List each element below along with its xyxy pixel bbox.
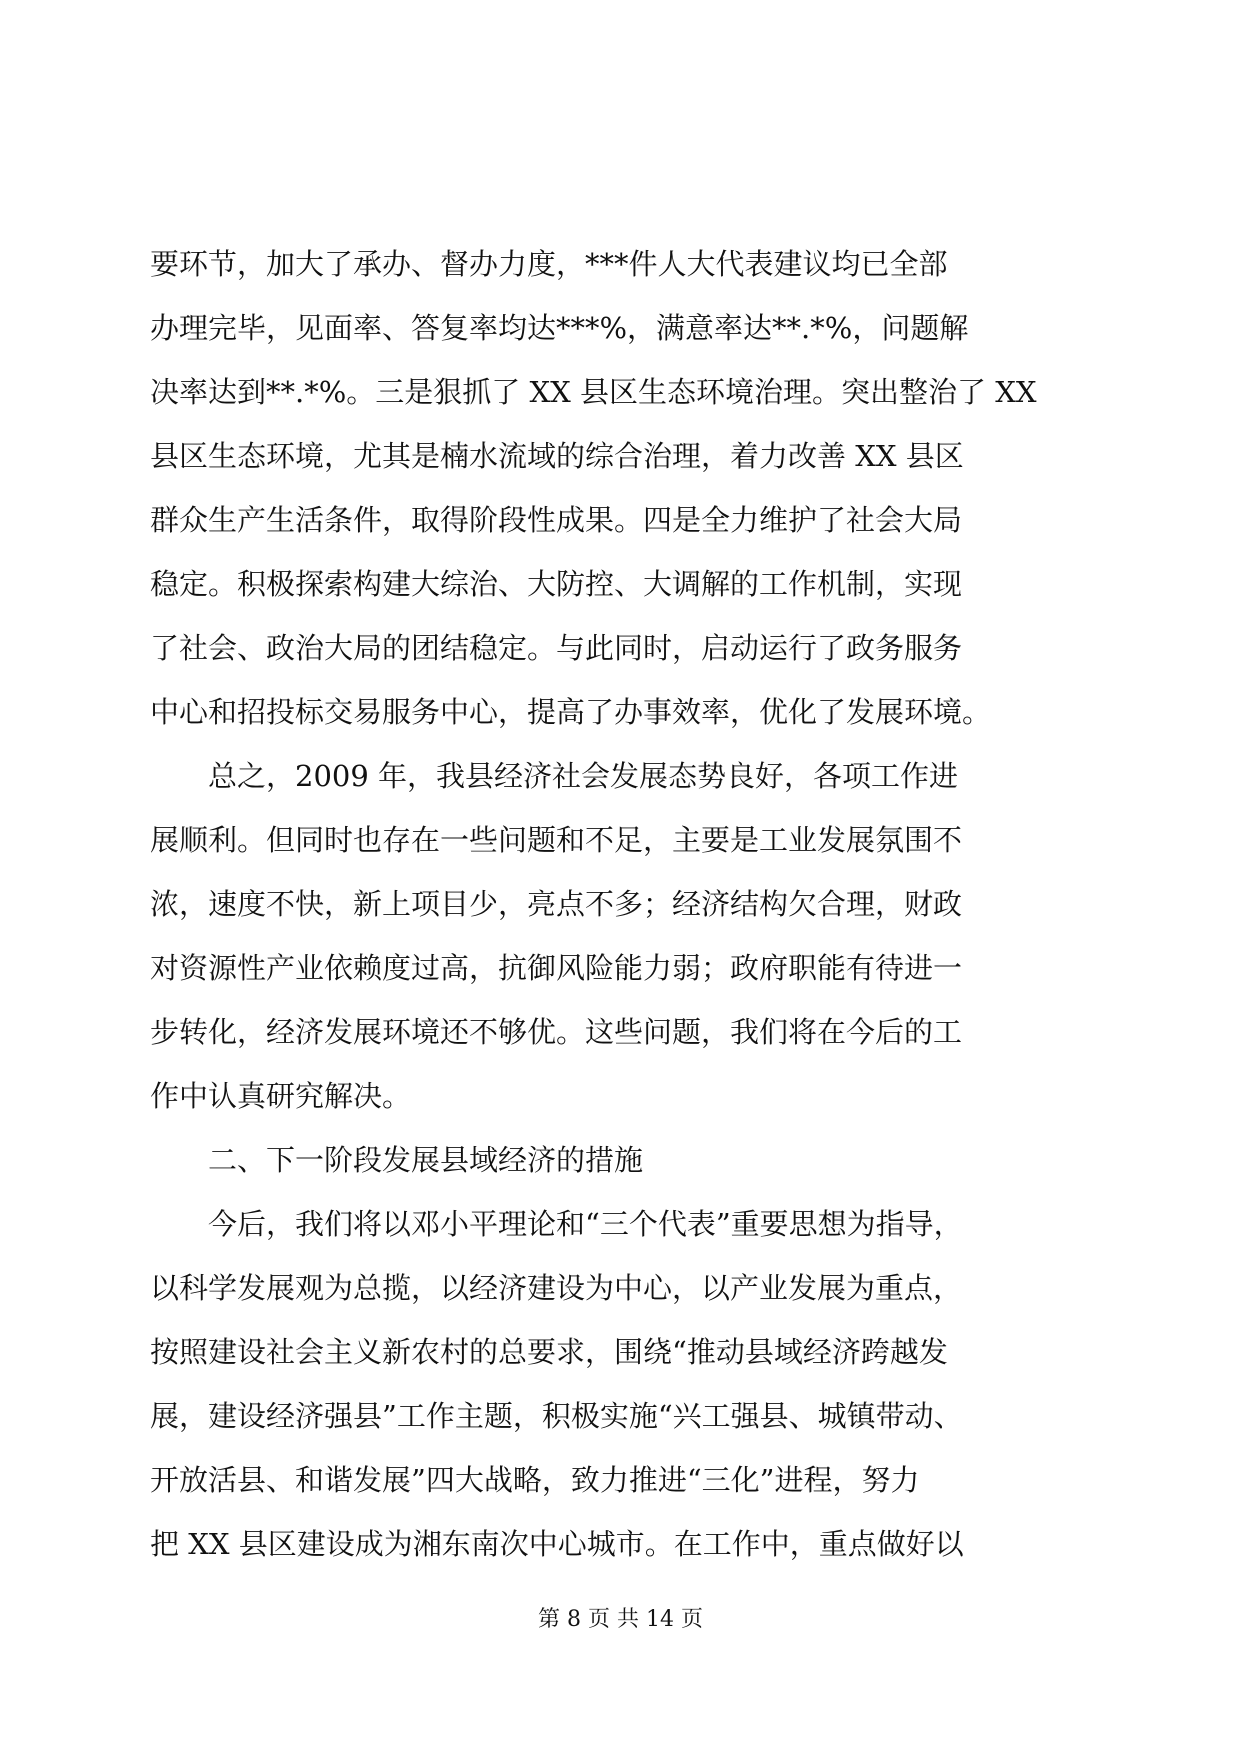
- text-line: 展顺利。但同时也存在一些问题和不足，主要是工业发展氛围不: [150, 823, 963, 857]
- text-line: 按照建设社会主义新农村的总要求，围绕“推动县域经济跨越发: [150, 1335, 948, 1369]
- text-line: 步转化，经济发展环境还不够优。这些问题，我们将在今后的工: [150, 1015, 963, 1049]
- text-line: 把 XX 县区建设成为湘东南次中心城市。在工作中，重点做好以: [150, 1527, 964, 1561]
- text-line: 展，建设经济强县”工作主题，积极实施“兴工强县、城镇带动、: [150, 1399, 963, 1433]
- text-line: 以科学发展观为总揽，以经济建设为中心，以产业发展为重点，: [150, 1271, 963, 1305]
- text-line: 要环节，加大了承办、督办力度，***件人大代表建议均已全部: [150, 247, 948, 281]
- section-heading: 二、下一阶段发展县域经济的措施: [208, 1143, 644, 1177]
- paragraph-start: 总之，2009 年，我县经济社会发展态势良好，各项工作进: [208, 759, 959, 793]
- text-line: 稳定。积极探索构建大综治、大防控、大调解的工作机制，实现: [150, 567, 963, 601]
- text-line: 对资源性产业依赖度过高，抗御风险能力弱；政府职能有待进一: [150, 951, 963, 985]
- paragraph-start: 今后，我们将以邓小平理论和“三个代表”重要思想为指导，: [208, 1207, 963, 1241]
- text-line: 浓，速度不快，新上项目少，亮点不多；经济结构欠合理，财政: [150, 887, 963, 921]
- text-line: 决率达到**.*%。三是狠抓了 XX 县区生态环境治理。突出整治了 XX: [150, 375, 1037, 409]
- body-text: [150, 232, 1080, 1576]
- text-line: 群众生产生活条件，取得阶段性成果。四是全力维护了社会大局: [150, 503, 963, 537]
- text-line: 作中认真研究解决。: [150, 1079, 412, 1113]
- page-number-footer: 第 8 页 共 14 页: [538, 1607, 703, 1632]
- text-line: 办理完毕，见面率、答复率均达***%，满意率达**.*%，问题解: [150, 311, 969, 345]
- text-line: 了社会、政治大局的团结稳定。与此同时，启动运行了政务服务: [150, 631, 963, 665]
- text-line: 中心和招投标交易服务中心，提高了办事效率，优化了发展环境。: [150, 695, 992, 729]
- text-line: 开放活县、和谐发展”四大战略，致力推进“三化”进程，努力: [150, 1463, 920, 1497]
- text-line: 县区生态环境，尤其是楠水流域的综合治理，着力改善 XX 县区: [150, 439, 964, 473]
